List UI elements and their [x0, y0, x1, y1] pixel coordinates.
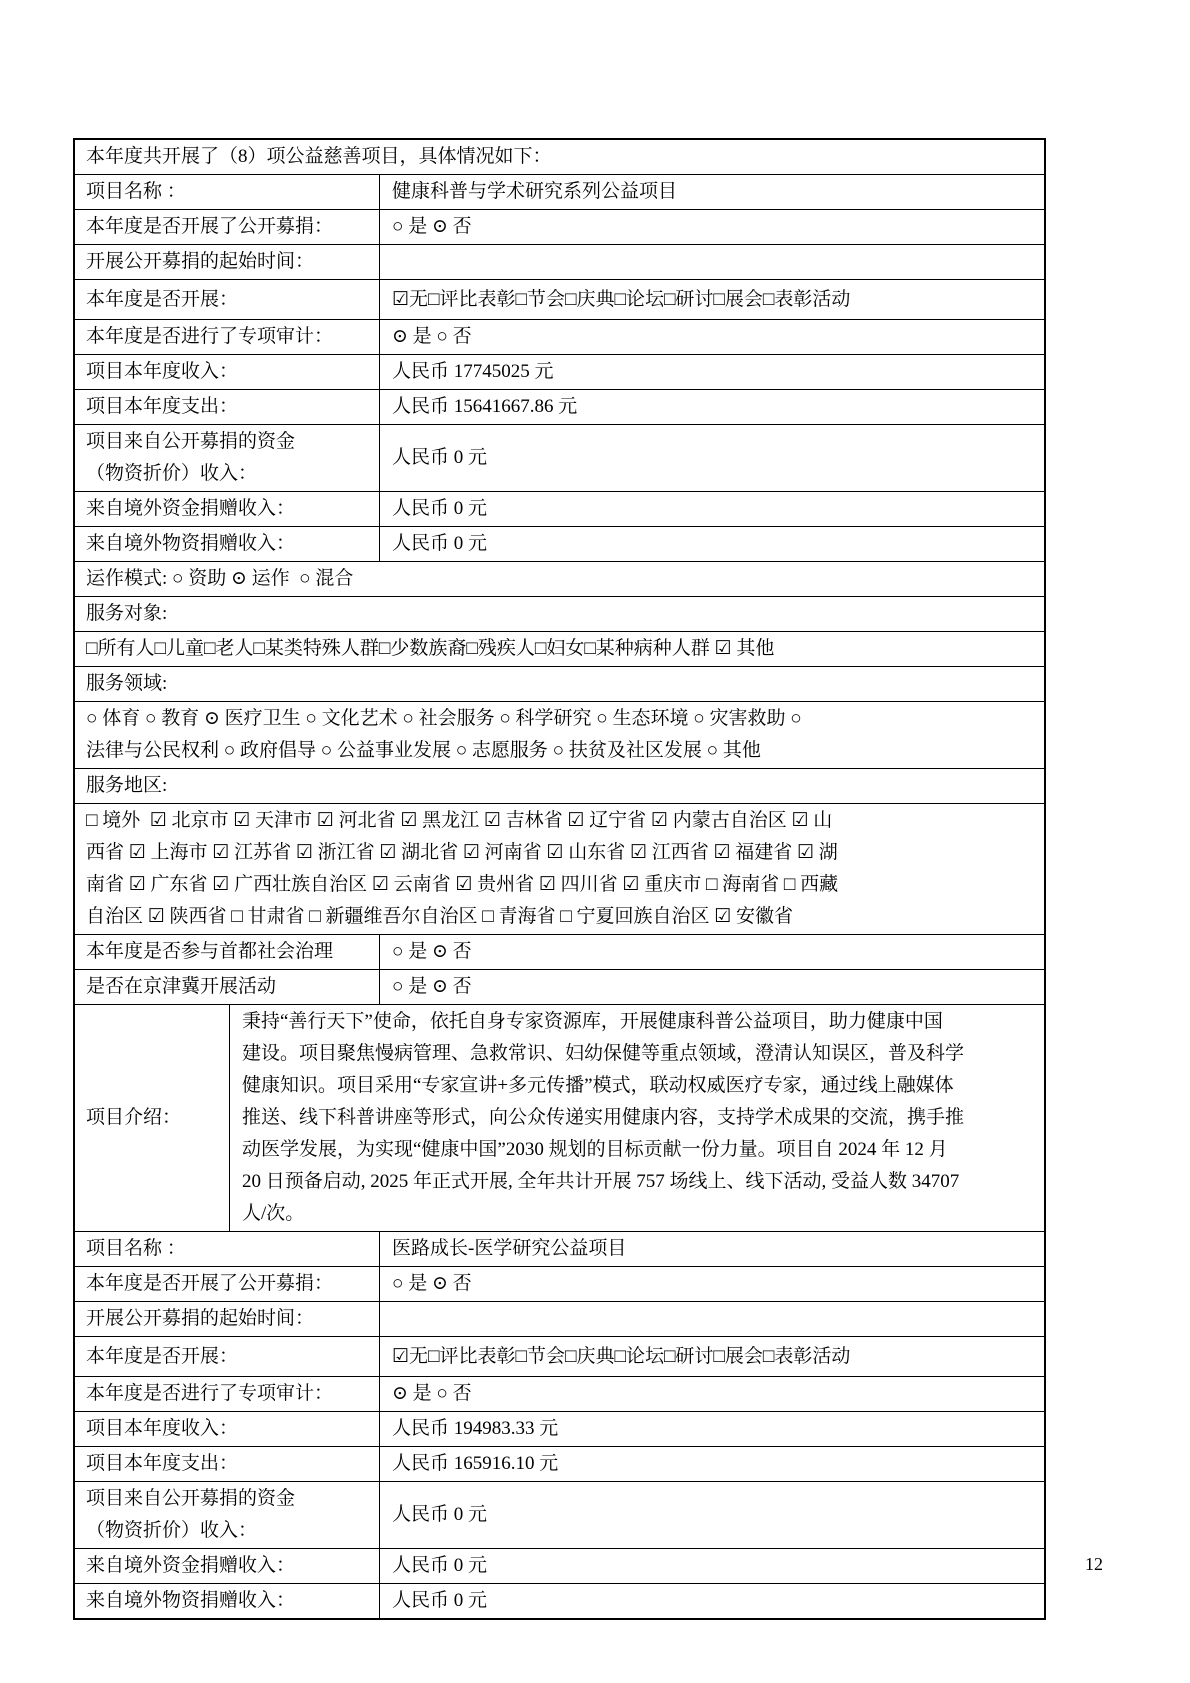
p2-overseas-fund-value: 人民币 0 元 [392, 1555, 488, 1576]
p2-audit-row [75, 1376, 1044, 1411]
p1-service-area-options-row [75, 803, 1044, 934]
p1-intro-line7: 人/次。 [242, 1203, 305, 1224]
p1-name-row [75, 174, 1044, 209]
p2-expense-row [75, 1446, 1044, 1481]
p1-overseas-goods-label: 来自境外物资捐赠收入： [75, 527, 380, 561]
p1-pf-income-label [75, 425, 380, 491]
p2-pf-income-label-line1: 项目来自公开募捐的资金 [86, 1488, 296, 1509]
p1-public-fundraising-value: ○ 是 ⊙ 否 [392, 216, 472, 237]
p2-pf-income-value: 人民币 0 元 [392, 1504, 488, 1525]
p1-public-fundraising-row [75, 209, 1044, 244]
p2-name-row [75, 1231, 1044, 1266]
p2-fundraising-start-row [75, 1301, 1044, 1336]
p2-overseas-goods-row [75, 1583, 1044, 1618]
p1-fundraising-start-value [380, 245, 1044, 279]
p1-service-area-line3: 南省 ☑ 广东省 ☑ 广西壮族自治区 ☑ 云南省 ☑ 贵州省 ☑ 四川省 ☑ 重庆市 □ 海南省 □ 西藏 [86, 874, 839, 895]
p2-fundraising-start-label: 开展公开募捐的起始时间： [75, 1302, 380, 1336]
p1-service-target-header-row [75, 596, 1044, 631]
p1-pf-income-value: 人民币 0 元 [392, 447, 488, 468]
p1-activities-row [75, 279, 1044, 319]
p1-pf-income-label-line1: 项目来自公开募捐的资金 [86, 431, 296, 452]
p1-service-field-line2: 法律与公民权利 ○ 政府倡导 ○ 公益事业发展 ○ 志愿服务 ○ 扶贫及社区发展 ○ 其他 [86, 740, 761, 761]
p1-capital-governance-label: 本年度是否参与首都社会治理 [75, 935, 380, 969]
p1-service-field-header: 服务领域: [86, 673, 168, 694]
p1-capital-governance-row [75, 934, 1044, 969]
p2-activities-value: ☑无□评比表彰□节会□庆典□论坛□研讨□展会□表彰活动 [392, 1345, 851, 1367]
p1-fundraising-start-row [75, 244, 1044, 279]
p1-audit-value: ⊙ 是 ○ 否 [392, 326, 472, 347]
p1-service-area-line2: 西省 ☑ 上海市 ☑ 江苏省 ☑ 浙江省 ☑ 湖北省 ☑ 河南省 ☑ 山东省 ☑ 江西省 ☑ 福建省 ☑ 湖 [86, 842, 838, 863]
p1-public-fundraising-label: 本年度是否开展了公开募捐： [75, 210, 380, 244]
p2-pf-income-label-line2: （物资折价）收入： [86, 1520, 258, 1541]
p2-overseas-fund-label: 来自境外资金捐赠收入： [75, 1549, 380, 1583]
p2-activities-label: 本年度是否开展： [75, 1337, 380, 1376]
p2-audit-label: 本年度是否进行了专项审计： [75, 1377, 380, 1411]
p1-name-label: 项目名称 ： [75, 175, 380, 209]
p2-overseas-goods-value: 人民币 0 元 [392, 1590, 488, 1611]
p1-service-target-options-row [75, 631, 1044, 666]
p1-service-field-options [75, 702, 1044, 768]
p1-overseas-fund-row [75, 491, 1044, 526]
p2-income-value: 人民币 194983.33 元 [392, 1418, 559, 1439]
p1-income-row [75, 354, 1044, 389]
p1-audit-row [75, 319, 1044, 354]
p2-pf-income-label [75, 1482, 380, 1548]
p1-service-area-header: 服务地区: [86, 775, 168, 796]
p1-service-area-line4: 自治区 ☑ 陕西省 □ 甘肃省 □ 新疆维吾尔自治区 □ 青海省 □ 宁夏回族自治区 ☑ 安徽省 [86, 906, 793, 927]
p2-pf-income-row [75, 1481, 1044, 1548]
p2-overseas-goods-label: 来自境外物资捐赠收入： [75, 1584, 380, 1618]
p1-service-target-header: 服务对象: [86, 603, 168, 624]
p1-intro-line2: 建设。项目聚焦慢病管理、急救常识、妇幼保健等重点领域，澄清认知误区，普及科学 [242, 1043, 965, 1064]
p1-intro-row [75, 1004, 1044, 1231]
p1-intro-label: 项目介绍： [75, 1005, 230, 1231]
p1-service-field-header-row [75, 666, 1044, 701]
p1-capital-governance-value: ○ 是 ⊙ 否 [392, 941, 472, 962]
p1-overseas-goods-row [75, 526, 1044, 561]
p2-activities-row [75, 1336, 1044, 1376]
summary-text: 本年度共开展了（8）项公益慈善项目，具体情况如下： [86, 146, 552, 167]
p2-public-fundraising-row [75, 1266, 1044, 1301]
p1-expense-value: 人民币 15641667.86 元 [392, 396, 578, 417]
p1-expense-row [75, 389, 1044, 424]
p1-income-label: 项目本年度收入： [75, 355, 380, 389]
p2-expense-label: 项目本年度支出： [75, 1447, 380, 1481]
p1-overseas-fund-label: 来自境外资金捐赠收入： [75, 492, 380, 526]
p1-intro-line5: 动医学发展，为实现“健康中国”2030 规划的目标贡献一份力量。项目自 2024 年 12 月 [242, 1139, 948, 1160]
p1-activities-value: ☑无□评比表彰□节会□庆典□论坛□研讨□展会□表彰活动 [392, 288, 851, 310]
p1-overseas-fund-value: 人民币 0 元 [392, 498, 488, 519]
page-number: 12 [1085, 1554, 1103, 1574]
p1-jingjinji-row [75, 969, 1044, 1004]
p1-service-field-line1: ○ 体育 ○ 教育 ⊙ 医疗卫生 ○ 文化艺术 ○ 社会服务 ○ 科学研究 ○ 生态环境 ○ 灾害救助 ○ [86, 708, 802, 729]
p1-jingjinji-value: ○ 是 ⊙ 否 [392, 976, 472, 997]
summary-row [75, 140, 1044, 174]
p1-intro-line1: 秉持“善行天下”使命，依托自身专家资源库，开展健康科普公益项目，助力健康中国 [242, 1011, 943, 1032]
p1-name-value: 健康科普与学术研究系列公益项目 [392, 181, 678, 202]
p1-intro-line4: 推送、线下科普讲座等形式，向公众传递实用健康内容，支持学术成果的交流，携手推 [242, 1107, 965, 1128]
charity-projects-table [73, 138, 1046, 1620]
p1-expense-label: 项目本年度支出： [75, 390, 380, 424]
p1-service-area-line1: □ 境外 ☑ 北京市 ☑ 天津市 ☑ 河北省 ☑ 黑龙江 ☑ 吉林省 ☑ 辽宁省 ☑ 内蒙古自治区 ☑ 山 [86, 810, 833, 831]
p1-operation-mode-row [75, 561, 1044, 596]
p1-service-area-header-row [75, 768, 1044, 803]
p2-name-label: 项目名称 ： [75, 1232, 380, 1266]
p2-fundraising-start-value [380, 1302, 1044, 1336]
p2-overseas-fund-row [75, 1548, 1044, 1583]
p1-service-field-options-row [75, 701, 1044, 768]
p1-pf-income-label-line2: （物资折价）收入： [86, 463, 258, 484]
p2-name-value: 医路成长-医学研究公益项目 [392, 1238, 627, 1259]
p2-audit-value: ⊙ 是 ○ 否 [392, 1383, 472, 1404]
p1-fundraising-start-label: 开展公开募捐的起始时间： [75, 245, 380, 279]
p1-service-target-options: □所有人□儿童□老人□某类特殊人群□少数族裔□残疾人□妇女□某种病种人群 ☑ 其他 [86, 638, 775, 659]
p2-public-fundraising-label: 本年度是否开展了公开募捐： [75, 1267, 380, 1301]
p2-income-row [75, 1411, 1044, 1446]
p1-income-value: 人民币 17745025 元 [392, 361, 554, 382]
p1-intro-line6: 20 日预备启动, 2025 年正式开展, 全年共计开展 757 场线上、线下活动, 受益人数 34707 [242, 1171, 960, 1192]
p1-overseas-goods-value: 人民币 0 元 [392, 533, 488, 554]
p1-service-area-options [75, 804, 1044, 934]
p2-public-fundraising-value: ○ 是 ⊙ 否 [392, 1273, 472, 1294]
p2-expense-value: 人民币 165916.10 元 [392, 1453, 559, 1474]
p1-activities-label: 本年度是否开展： [75, 280, 380, 319]
p1-operation-mode: 运作模式: ○ 资助 ⊙ 运作 ○ 混合 [86, 568, 354, 589]
p1-intro-line3: 健康知识。项目采用“专家宣讲+多元传播”模式，联动权威医疗专家，通过线上融媒体 [242, 1075, 954, 1096]
p1-intro-text [230, 1005, 1044, 1231]
p1-jingjinji-label: 是否在京津冀开展活动 [75, 970, 380, 1004]
p1-audit-label: 本年度是否进行了专项审计： [75, 320, 380, 354]
p2-income-label: 项目本年度收入： [75, 1412, 380, 1446]
p1-pf-income-row [75, 424, 1044, 491]
